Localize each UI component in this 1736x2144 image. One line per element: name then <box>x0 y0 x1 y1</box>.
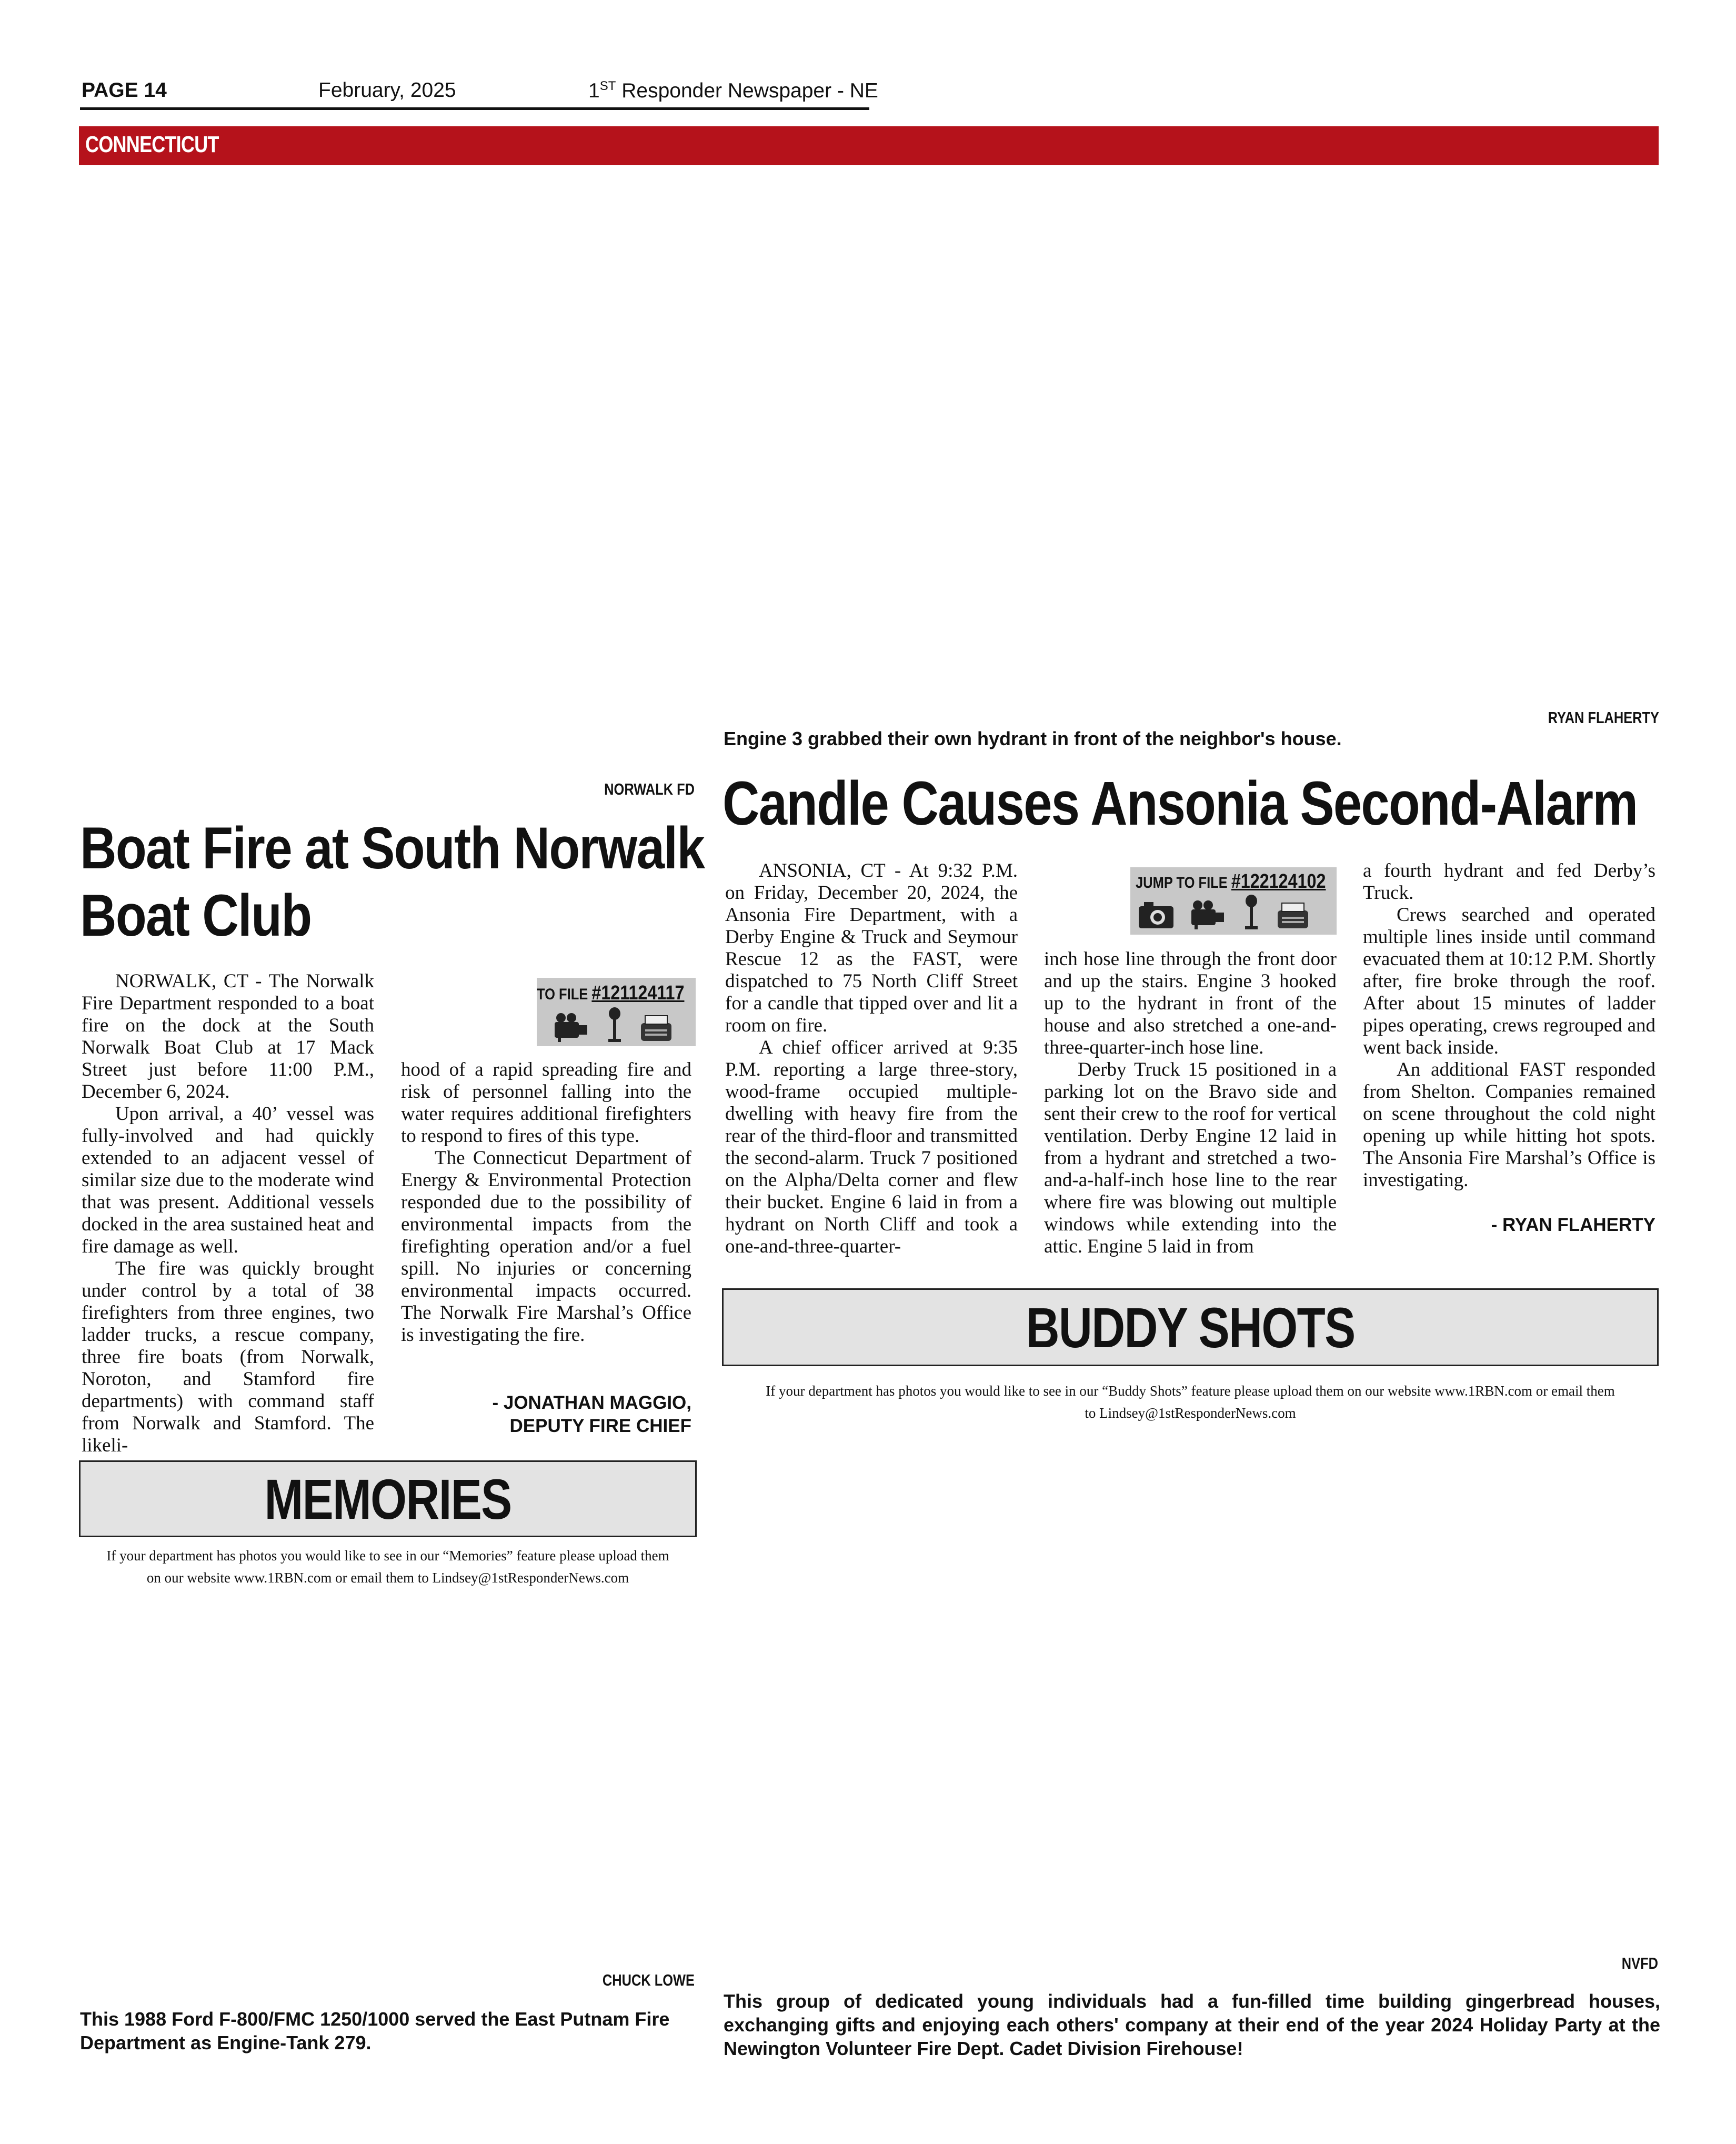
ansonia-col3-para: An additional FAST responded from Shelton. Companies remained on scene throughout the cold night opening up while hitting hot spots. The Ansonia Fire Marshal’s Office is investigating. <box>1363 1059 1655 1191</box>
ansonia-col1-para: ANSONIA, CT - At 9:32 P.M. on Friday, December 20, 2024, the Ansonia Fire Department, with a Derby Engine & Truck and Seymour Rescue 12 as the FAST, were dispatched to 75 North Cliff Street for a candle that tipped over and lit a room on fire. <box>725 860 1018 1036</box>
ansonia-jump-number[interactable]: #122124102 <box>1231 870 1326 893</box>
boat-jump-to-file[interactable] <box>537 978 696 1046</box>
microphone-icon[interactable] <box>1242 895 1261 930</box>
memories-box[interactable] <box>79 1460 697 1537</box>
paper-name-rest: Responder Newspaper - NE <box>616 79 878 102</box>
ansonia-col3-para: Crews searched and operated multiple lines inside until command evacuated them at 10:12 P.M. Shortly after, fire broke through the roof. After about 15 minutes of ladder pipes operating, crews regrouped and went back inside. <box>1363 904 1655 1058</box>
typewriter-icon[interactable] <box>1275 901 1311 930</box>
page-number: PAGE 14 <box>82 79 167 102</box>
top-photo <box>79 174 1659 700</box>
ansonia-article-headline: Candle Causes Ansonia Second-Alarm <box>723 769 1638 838</box>
section-title: CONNECTICUT <box>85 132 219 157</box>
memories-note <box>79 1545 697 1589</box>
buddy-shots-title: BUDDY SHOTS <box>1026 1295 1355 1359</box>
video-camera-icon[interactable] <box>553 1010 591 1043</box>
paper-name <box>588 79 878 103</box>
buddy-shots-note <box>722 1380 1659 1424</box>
boat-col1-para: Upon arrival, a 40’ vessel was fully-involved and had quickly extended to an adjacent vessel of similar size due to the moderate wind that was present. Additional vessels docked in the area sustained heat and fire damage as well. <box>82 1103 374 1257</box>
boat-headline-line2: Boat Club <box>80 883 312 948</box>
boat-signature-line2: DEPUTY FIRE CHIEF <box>509 1416 691 1436</box>
bottom-left-photo-credit: CHUCK LOWE <box>602 1971 695 1989</box>
boat-col2-para: The Connecticut Department of Energy & Environmental Protection responded due to the possibility of environmental impacts from the firefighting operation and/or a fuel spill. No injuries or concerning environmental impacts occurred. The Norwalk Fire Marshal’s Office is investigating the fire. <box>401 1147 691 1346</box>
memories-title: MEMORIES <box>264 1467 511 1531</box>
paper-name-prefix: 1 <box>588 79 600 102</box>
header-rule <box>80 107 869 110</box>
buddy-note-line1: If your department has photos you would like to see in our “Buddy Shots” feature please upload them on our website www.1RBN.com or email them <box>766 1383 1615 1399</box>
buddy-shots-box[interactable] <box>722 1288 1659 1366</box>
boat-article-headline <box>80 815 704 949</box>
boat-signature-line1: - JONATHAN MAGGIO, <box>492 1392 691 1413</box>
ansonia-jump-icons <box>1137 895 1311 930</box>
boat-col1-para: NORWALK, CT - The Norwalk Fire Department responded to a boat fire on the dock at the South Norwalk Boat Club at 17 Mack Street just before 11:00 P.M., December 6, 2024. <box>82 970 374 1103</box>
bottom-right-photo <box>722 1600 1659 1952</box>
boat-jump-icons <box>553 1007 675 1043</box>
top-photo-credit: RYAN FLAHERTY <box>1548 708 1659 727</box>
boat-article-signature <box>401 1391 691 1438</box>
ansonia-article-signature: - RYAN FLAHERTY <box>1491 1215 1655 1235</box>
buddy-note-line2: to Lindsey@1stResponderNews.com <box>1085 1405 1296 1421</box>
boat-col1-para: The fire was quickly brought under control by a total of 38 firefighters from three engines, two ladder trucks, a rescue company, three fire boats (from Norwalk, Noroton, and Stamford fire departments) with command staff from Norwalk and Stamford. The likeli- <box>82 1258 374 1456</box>
issue-date: February, 2025 <box>318 79 456 102</box>
microphone-icon[interactable] <box>605 1007 624 1043</box>
boat-article-column-1 <box>82 970 374 1457</box>
boat-article-credit: NORWALK FD <box>604 780 695 798</box>
ansonia-article-column-2 <box>1044 948 1337 1258</box>
typewriter-icon[interactable] <box>638 1014 675 1043</box>
bottom-left-photo-caption: This 1988 Ford F-800/FMC 1250/1000 served the East Putnam Fire Department as Engine-Tank 279. <box>80 2008 670 2053</box>
ansonia-article-column-3 <box>1363 860 1655 1191</box>
ansonia-article-column-1 <box>725 860 1018 1258</box>
photo-camera-icon[interactable] <box>1137 898 1176 930</box>
memories-note-line1: If your department has photos you would like to see in our “Memories” feature please upload them <box>106 1548 669 1564</box>
paper-name-sup: ST <box>599 79 616 93</box>
top-photo-caption: Engine 3 grabbed their own hydrant in front of the neighbor's house. <box>724 728 1342 749</box>
ansonia-jump-text: JUMP TO FILE <box>1136 874 1231 891</box>
boat-headline-line1: Boat Fire at South Norwalk <box>80 815 705 881</box>
bottom-right-photo-caption: This group of dedicated young individuals had a fun-filled time building gingerbread houses, exchanging gifts and enjoying each others' company at their end of the year 2024 Holiday Party at the Newington Volunteer Fire Dept. Cadet Division Firehouse! <box>724 1990 1660 2059</box>
boat-jump-number[interactable]: #121124117 <box>591 982 685 1004</box>
boat-jump-label[interactable] <box>537 982 684 1005</box>
ansonia-col2-para: Derby Truck 15 positioned in a parking lot on the Bravo side and sent their crew to the roof for vertical ventilation. Derby Engine 12 laid in from a hydrant and stretched a two-and-a-half-inch hose line to the rear where fire was blowing out multiple windows while extending into the attic. Engine 5 laid in from <box>1044 1059 1337 1257</box>
boat-article-column-2 <box>401 1059 691 1346</box>
boat-col2-para: hood of a rapid spreading fire and risk of personnel falling into the water requires additional firefighters to respond to fires of this type. <box>401 1059 691 1147</box>
ansonia-col1-para: A chief officer arrived at 9:35 P.M. reporting a large three-story, wood-frame occupied multiple-dwelling with heavy fire from the rear of the third-floor and transmitted the second-alarm. Truck 7 positioned on the Alpha/Delta corner and flew their bucket. Engine 6 laid in from a hydrant on North Cliff and took a one-and-three-quarter- <box>725 1037 1018 1257</box>
ansonia-col2-para: inch hose line through the front door and up the stairs. Engine 3 hooked up to the hydrant in front of the house and also stretched a one-and-three-quarter-inch hose line. <box>1044 948 1337 1058</box>
video-camera-icon[interactable] <box>1189 898 1228 930</box>
ansonia-jump-to-file[interactable] <box>1130 867 1337 935</box>
boat-jump-text: TO FILE <box>537 986 592 1003</box>
ansonia-jump-label[interactable] <box>1136 870 1326 893</box>
memories-note-line2: on our website www.1RBN.com or email them to Lindsey@1stResponderNews.com <box>146 1570 629 1586</box>
section-banner <box>79 126 1659 165</box>
bottom-left-photo <box>79 1600 697 1968</box>
bottom-right-photo-credit: NVFD <box>1621 1954 1658 1972</box>
ansonia-col3-para: a fourth hydrant and fed Derby’s Truck. <box>1363 860 1655 904</box>
